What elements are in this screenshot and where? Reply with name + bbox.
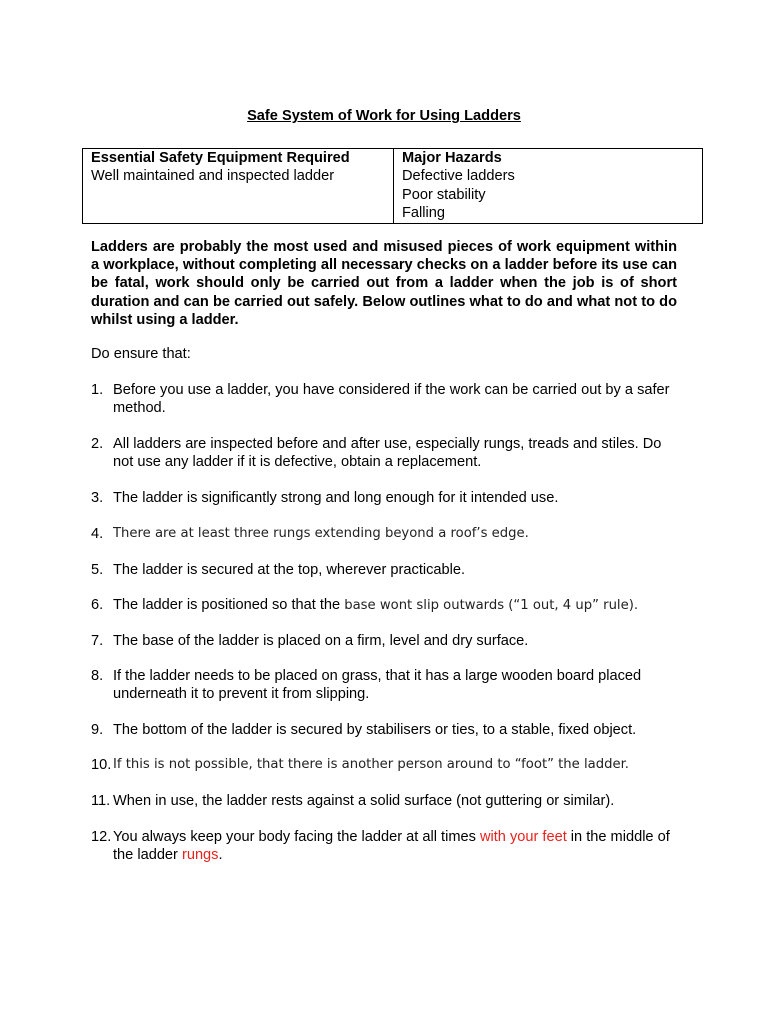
- document-title: Safe System of Work for Using Ladders: [247, 108, 521, 124]
- hazards-cell: [394, 149, 703, 224]
- item-number: 6.: [91, 597, 104, 613]
- item-number: 4.: [91, 526, 104, 542]
- intro-paragraph: Ladders are probably the most used and misused pieces of work equipment within a workplace, without completing all necessary checks on a ladder before its use can be fatal, work should only be carried out from a ladder when the job is of short duration and can be carried out safely. Below outlines what to do and what not to do whilst using a ladder.: [91, 239, 677, 328]
- item-text: The ladder is significantly strong and long enough for it intended use.: [113, 490, 559, 506]
- item-number: 8.: [91, 668, 104, 684]
- highlighted-text: with your feet: [479, 829, 567, 845]
- item-text: When in use, the ladder rests against a solid surface (not guttering or similar).: [113, 793, 615, 809]
- item-number: 7.: [91, 633, 104, 649]
- item-text: The bottom of the ladder is secured by stabilisers or ties, to a stable, fixed object.: [113, 722, 637, 738]
- item-text-part: base wont slip outwards (“1 out, 4 up” rule).: [344, 598, 639, 613]
- item-text: The base of the ladder is placed on a firm, level and dry surface.: [113, 633, 529, 649]
- item-number: 5.: [91, 562, 104, 578]
- item-text: All ladders are inspected before and after use, especially rungs, treads and stiles. Do not use any ladder if it is defective, obtain a replacement.: [113, 436, 662, 471]
- item-text-part: The ladder is positioned so that the: [113, 597, 345, 613]
- ensure-label: Do ensure that:: [91, 346, 191, 362]
- equipment-item: Well maintained and inspected ladder: [91, 168, 335, 185]
- equipment-cell: [83, 149, 394, 224]
- item-number: 12.: [91, 829, 112, 845]
- item-text: [113, 596, 683, 615]
- hazard-item: Poor stability: [402, 186, 486, 203]
- hazard-item: Falling: [402, 205, 445, 222]
- item-text: There are at least three rungs extending beyond a roof’s edge.: [113, 526, 529, 541]
- hazard-item: Defective ladders: [402, 168, 515, 185]
- item-number: 2.: [91, 436, 104, 452]
- hazards-header: Major Hazards: [402, 150, 502, 166]
- item-text: The ladder is secured at the top, wherever practicable.: [113, 562, 466, 578]
- item-text: If this is not possible, that there is another person around to “foot” the ladder.: [113, 757, 629, 772]
- item-number: 1.: [91, 382, 104, 398]
- highlighted-text: rungs: [181, 847, 219, 864]
- item-text: If the ladder needs to be placed on grass, that it has a large wooden board placed underneath it to prevent it from slipping.: [113, 668, 642, 703]
- item-text: Before you use a ladder, you have considered if the work can be carried out by a safer method.: [113, 382, 670, 417]
- item-text: [113, 828, 683, 864]
- item-text-part: in the middle of the ladder: [113, 829, 670, 864]
- item-number: 3.: [91, 490, 104, 506]
- item-number: 10.: [91, 757, 112, 773]
- item-text-part: .: [218, 847, 223, 864]
- safety-hazards-table: [82, 148, 703, 224]
- item-text-part: You always keep your body facing the ladder at all times: [113, 829, 480, 845]
- equipment-header: Essential Safety Equipment Required: [91, 150, 350, 166]
- item-number: 9.: [91, 722, 104, 738]
- item-number: 11.: [91, 793, 111, 809]
